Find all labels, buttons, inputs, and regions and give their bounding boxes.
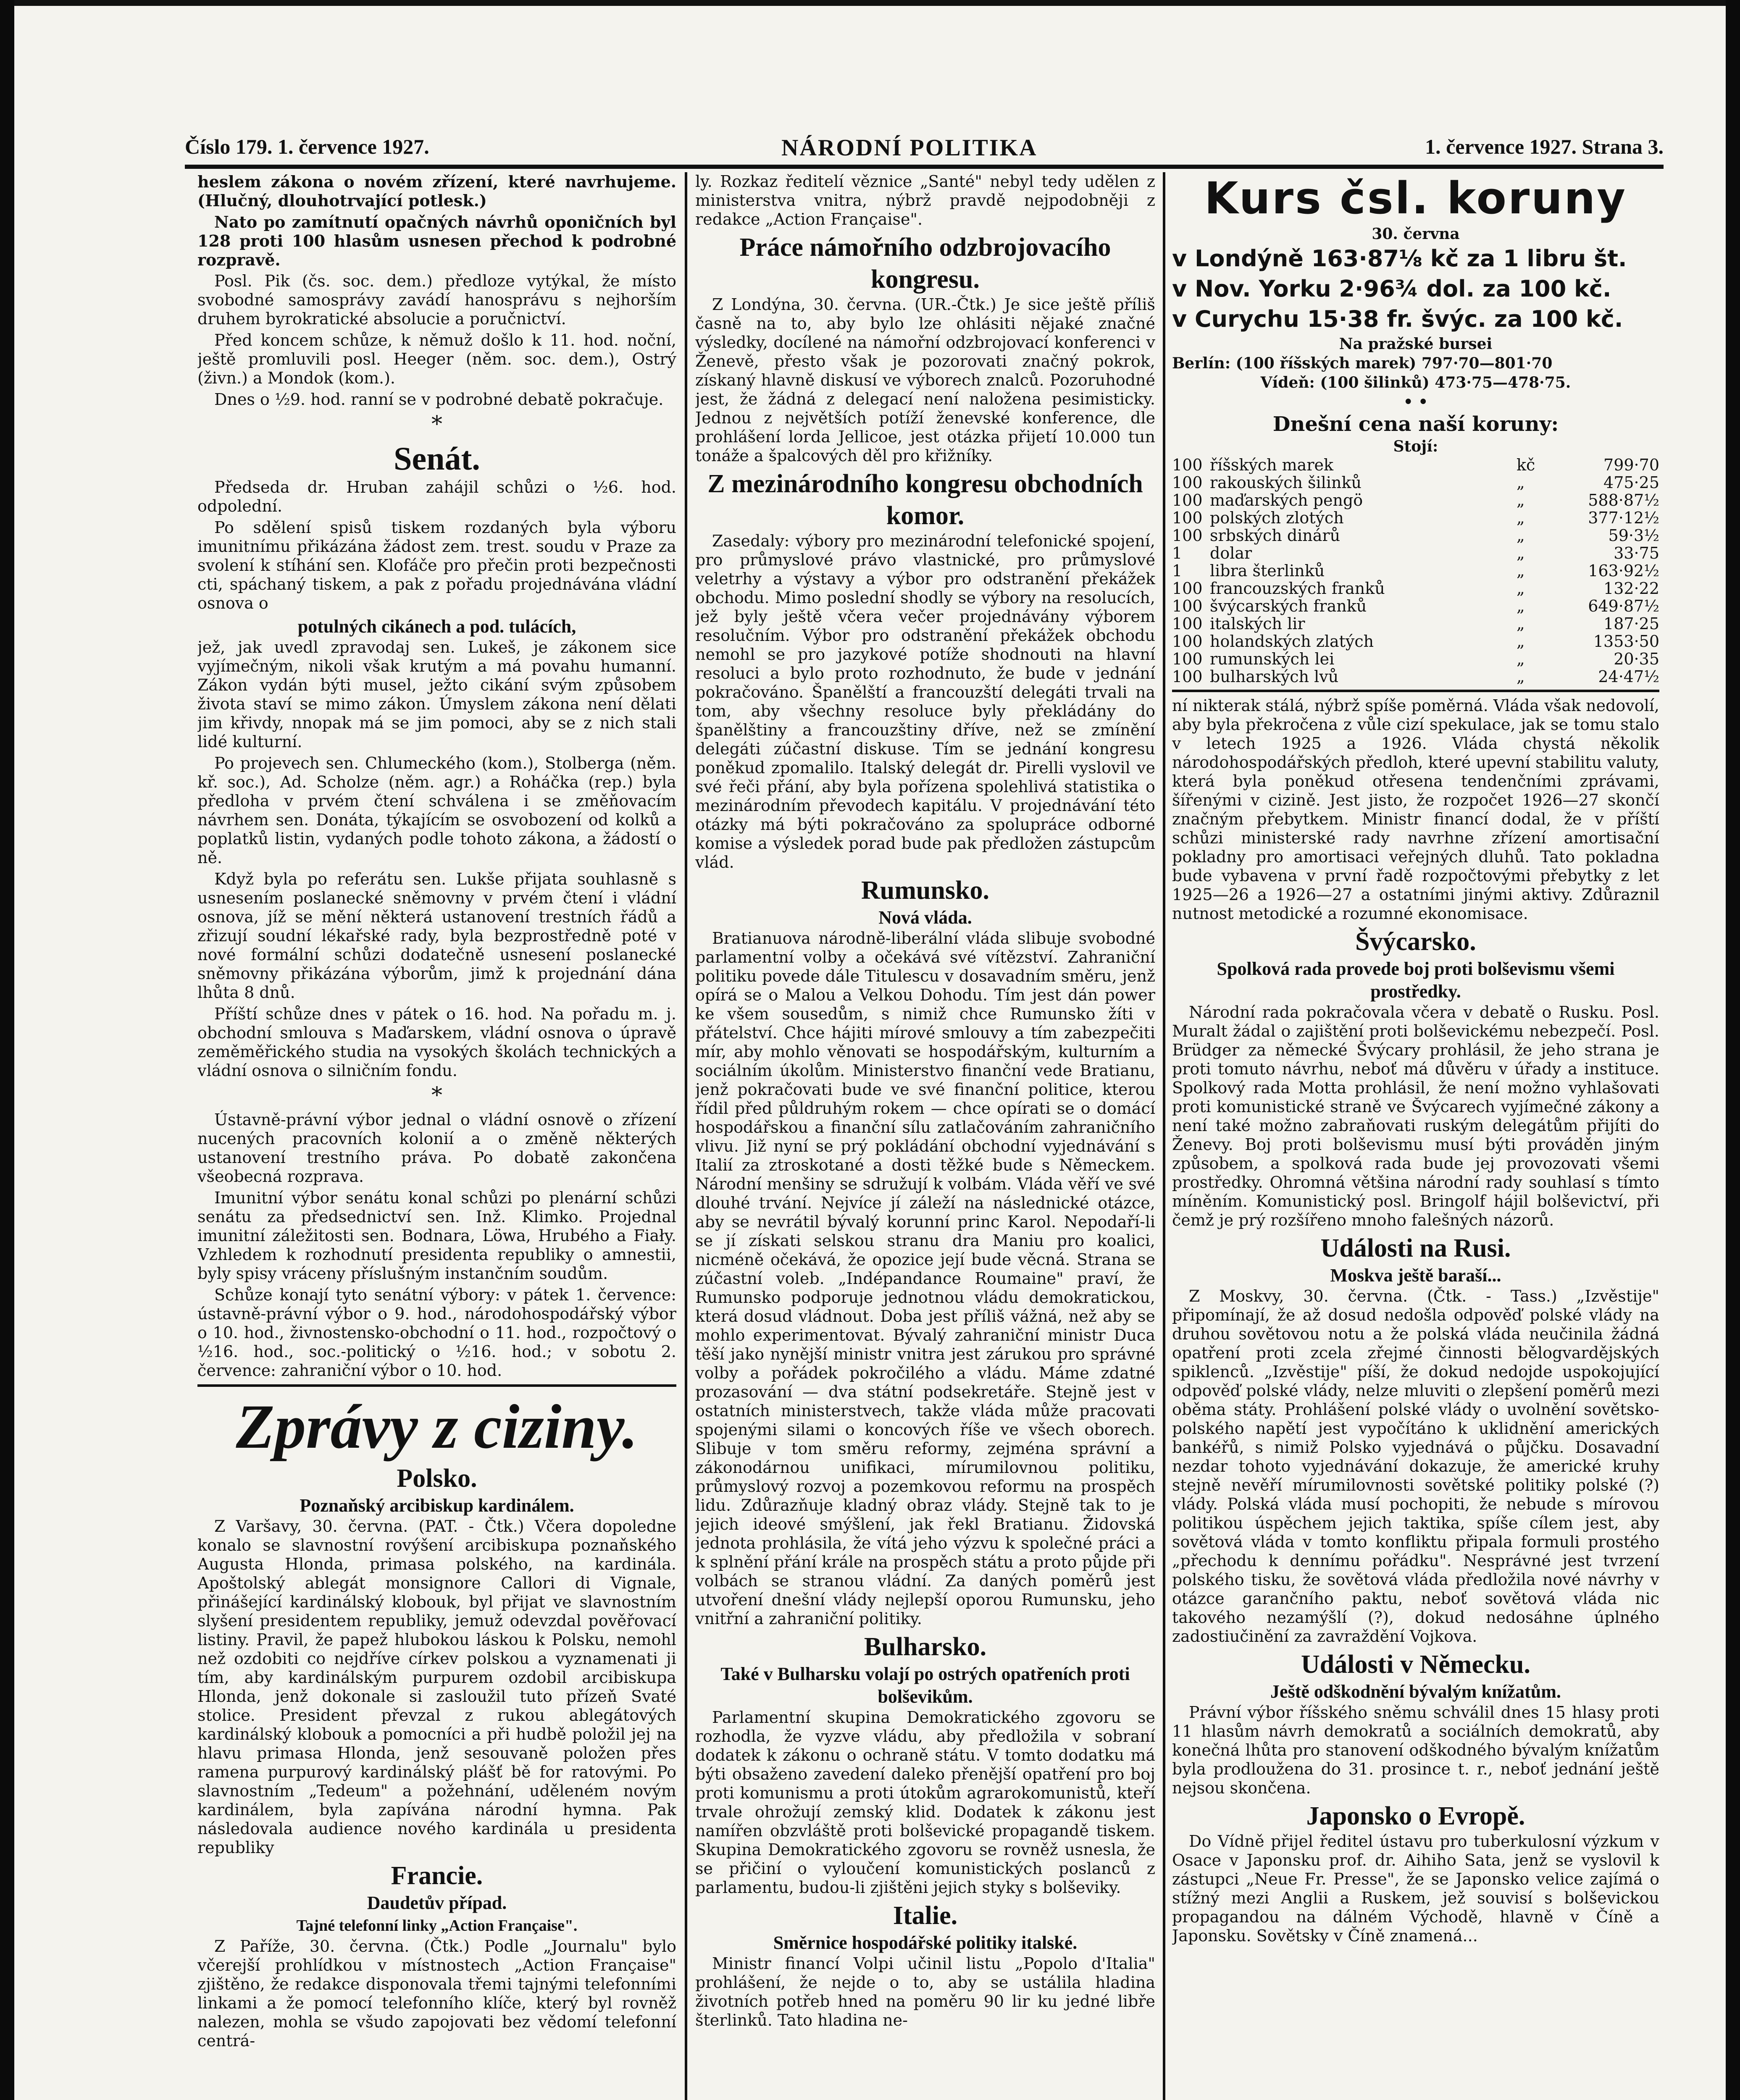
rate-london: v Londýně 163·87⅛ kč za 1 libru št. [1172, 245, 1627, 272]
currency-rate-row [1172, 597, 1659, 615]
rate-cell-value: 33·75 [1614, 544, 1659, 562]
currency-rate-table [1172, 456, 1659, 685]
exchange-rate-title: Kurs čsl. koruny [1204, 173, 1627, 224]
paragraph: Z Varšavy, 30. června. (PAT. - Čtk.) Včera dopoledne konalo se slavnostní rovýšení arcibiskupa poznaňského Augusta Hlonda, primasa polského, na kardinála. Apoštolský ablegát monsignore Callori di Vignale, přinášející kardinálský klobouk, byl přijat ve slavnostním slyšení presidentem republiky, jemuž odevzdal pověřovací listiny. Pravil, že papež hlubokou láskou k Polsku, nemohl než ozdobiti co nejdříve církev polskou a vyznamenati ji tím, aby kardinálským purpurem ozdobil arcibiskupa Hlonda, jenž dokonale si zasloužil tuto přízeň Svaté stolice. President převzal z rukou ablegátových kardinálský klobouk a pomocníci a při hudbě položil jej na hlavu primasa Hlonda, jenž sesouvaně položen přes ramena purpurový kardinálský plášť bě for ratovými. Po slavnostním „Tedeum" a požehnání, uděleném novým kardinálem, byla zapívána národní hymna. Pak následovala audience nového kardinála u presidenta republiky [197, 1517, 676, 1857]
rate-cell-value: 588·87½ [1588, 491, 1659, 509]
rate-cell-q: 100 [1172, 667, 1203, 686]
subheading: Nová vláda. [878, 907, 972, 928]
rate-cell-unit: „ [1517, 491, 1525, 509]
rate-cell-unit: „ [1517, 579, 1525, 598]
column-rule-1 [685, 172, 687, 2100]
rate-cell-name: srbských dinárů [1210, 526, 1340, 545]
heading-polsko: Polsko. [397, 1464, 477, 1493]
article-heading: Z mezinárodního kongresu obchodních komor. [707, 470, 1143, 530]
rate-cell-q: 100 [1172, 509, 1203, 527]
paragraph: Dnes o ½9. hod. ranní se v podrobné debatě pokračuje. [214, 390, 664, 409]
rate-cell-q: 100 [1172, 473, 1203, 492]
paragraph: Parlamentní skupina Demokratického zgovoru se rozhodla, že vyzve vládu, aby předložila v sobraní dodatek k zákonu o ochraně státu. V tomto dodatku má býti obsaženo zavedení daleko přenější opatření pro boj proti komunismu a proti útokům agrarokomunistů, kteří trvale ohrožují zemský klid. Dodatek k zákonu jest namířen obzvláště proti bolševické propagandě tiskem. Skupina Demokratického zgovoru se rovněž usnesla, že se přičiní o vyloučení komunistických poslanců z parlamentu, budou-li zjištěni jejich styky s bolševiky. [695, 1708, 1155, 1897]
subheading: Směrnice hospodářské politiky italské. [773, 1932, 1078, 1953]
rate-cell-value: 475·25 [1603, 473, 1659, 492]
currency-rate-row [1172, 527, 1659, 544]
rate-cell-unit: „ [1517, 562, 1525, 580]
rate-vienna: Vídeň: (100 šilinků) 473·75—478·75. [1260, 374, 1571, 391]
column-right [1172, 172, 1659, 2100]
paragraph: Právní výbor říšského sněmu schválil dnes 15 hlasy proti 11 hlasům návrh demokratů a sociálních demokratů, aby konečná lhůta pro stanovení odškodného bývalým knížatům byla prodloužena do 31. prosince t. r., neboť jednání ještě nejsou skončena. [1172, 1703, 1659, 1797]
currency-rate-row [1172, 456, 1659, 474]
rate-cell-q: 100 [1172, 614, 1203, 633]
heading-udalosti-v-nemecku: Události v Německu. [1301, 1650, 1530, 1679]
rate-cell-name: italských lir [1210, 614, 1305, 633]
rate-cell-value: 132·22 [1603, 579, 1659, 598]
paragraph: Posl. Pik (čs. soc. dem.) předloze vytýkal, že místo svobodné samosprávy zavádí hanosprávu s nejhorším druhem byrokratické absolucie a poručnictví. [197, 272, 676, 328]
subheading: Moskva ještě baraší... [1330, 1265, 1501, 1286]
heading-udalosti-na-rusi: Události na Rusi. [1320, 1234, 1511, 1263]
rate-cell-unit: „ [1517, 597, 1525, 615]
paragraph: jež, jak uvedl zpravodaj sen. Lukeš, je zákonem sice vyjímečným, nikoli však krutým a má povahu humanní. Zákon vydán býti musel, ježto cikání svým způsobem života staví se mimo zákon. Úmyslem zákona není dělati jim křivdy, nnopak má se jim pomoci, aby se z nich stali lidé kulturní. [197, 638, 676, 751]
paragraph: Před koncem schůze, k němuž došlo k 11. hod. noční, ještě promluvili posl. Heeger (něm. soc. dem.), Ostrý (živn.) a Mondok (kom.). [197, 331, 676, 387]
rate-cell-name: holandských zlatých [1210, 632, 1374, 651]
rate-cell-unit: „ [1517, 614, 1525, 633]
paragraph: heslem zákona o novém zřízení, které navrhujeme. (Hlučný, dlouhotrvající potlesk.) [197, 172, 676, 210]
separator-dots: • • [1403, 393, 1428, 411]
rate-cell-name: bulharských lvů [1210, 667, 1339, 686]
exchange-rate-date: 30. června [1372, 225, 1460, 243]
currency-rate-row [1172, 633, 1659, 650]
rate-cell-name: rakouských šilinků [1210, 473, 1362, 492]
currency-rate-row [1172, 491, 1659, 509]
rate-cell-value: 20·35 [1614, 650, 1659, 668]
section-rule [197, 1384, 676, 1387]
column-left [197, 172, 676, 2100]
paragraph: Zasedaly: výbory pro mezinárodní telefonické spojení, pro průmyslové právo vlastnické, pro průmyslové veletrhy a výstavy a výbor pro odstranění překážek obchodu. Mimo poslední shodly se výbory na resolucích, jež byly ještě včera večer projednávány výborem resolučním. Výbor pro odstranění překážek obchodu nemohl se pro jazykové potíže shodnouti na hlavní resoluci a bylo proto rozhodnuto, že bude v jednání pokračováno. Španělští a francouzští delegáti trvali na tom, aby všechny resoluce byly překládány do španělštiny a francouzštiny dříve, než se zmínění delegáti zúčastní diskuse. Tím se jednání kongresu poněkud zpomalilo. Italský delegát dr. Pirelli vyslovil ve své řeči přání, aby byla pořízena spolehlivá statistika o mezinárodním převodech kapitálu. V projednávání této otázky má býti pokračováno za spolupráce odborné komise a výsledek porad bude pak předložen zástupcům vlád. [695, 532, 1155, 872]
subheading: Spolková rada provede boj proti bolševismu všemi prostředky. [1217, 958, 1615, 1002]
rate-cell-name: dolar [1210, 544, 1252, 562]
paragraph: Z Londýna, 30. června. (UR.-Čtk.) Je sice ještě příliš časně na to, aby bylo lze ohlásiti nějaké značné výsledky, docílené na námořní odzbrojovací konferenci v Ženevě, přesto však je pozorovati značný pokrok, získaný hlavně diskusí ve výborech znalců. Pozoruhodné jest, že žádná z delegací není naložena pesimisticky. Jednou z největších potíží ženevské konference, dle prohlášení lorda Jellicoe, jest otázka přijetí 10.000 tun tonáže a špalcových děl pro křižníky. [695, 295, 1155, 465]
section-separator: * [431, 412, 442, 437]
rate-berlin: Berlín: (100 říšských marek) 797·70—801·70 [1172, 354, 1553, 372]
subheading: potulných cikánech a pod. tulácích, [297, 616, 576, 637]
today-price-heading: Dnešní cena naší koruny: [1272, 412, 1559, 436]
column-middle [695, 172, 1155, 2100]
paragraph: Když byla po referátu sen. Lukše přijata souhlasně s usnesením poslanecké sněmovny v prvém čtení i vládní osnova, jíž se mění některá ustanovení trestních řádů a zřizují soudní lékařské rady, byla bezprostředně poté v nové formální schůzi dodatečně usnesení poslanecké sněmovny přikázána výborům, jimž k projednání dána lhůta 8 dnů. [197, 870, 676, 1002]
paragraph: Ústavně-právní výbor jednal o vládní osnově o zřízení nucených pracovních kolonií a o změně některých ustanovení trestního práva. Po dobatě zakončena všeobecná rozprava. [197, 1110, 676, 1186]
rate-zurich: v Curychu 15·38 fr. švýc. za 100 kč. [1172, 306, 1623, 332]
heading-francie: Francie. [391, 1861, 483, 1890]
subheading: Také v Bulharsku volají po ostrých opatřeních proti bolševikům. [720, 1664, 1130, 1707]
subheading: Ještě odškodnění bývalým knížatům. [1270, 1681, 1561, 1702]
paragraph: Z Moskvy, 30. června. (Čtk. - Tass.) „Izvěstije" připomínají, že až dosud nedošla odpověď polské vlády na druhou sovětovou notu a že polská vláda neučinila žádná opatření proti zcela zřejmé činnosti bělogvardějských spiklenců. „Izvěstije" píší, že dokud nedojde uspokojující odpověď polské vlády, nelze mluviti o zlepšení poměrů mezi oběma státy. Prohlášení polské vlády o uvolnění sovětsko-polského napětí jest vypočítáno k uklidnění amerických bankéřů, s nimiž Polsko vyjednává o půjčku. Dosavadní nezdar tohoto vyjednávání dokazuje, že americké kruhy stejně nevěří mírumilovnosti sovětské politiky polské (?) vlády. Polská vláda musí pochopiti, že nebude s mírovou politikou úspěchem jejich taktika, spíše cílem jest, aby sovětová vláda v tomto konfliktu připala formuli prostého „přechodu k dennímu pořádku". Nesprávné jest tvrzení polského tisku, že sovětová vláda předložila nové návrhy v otázce garančního paktu, neboť sovětová vláda nic takového nezamýšlí (?), dokud nedosáhne úplného zadostiučinění za zavraždění Vojkova. [1172, 1287, 1659, 1646]
rate-cell-q: 100 [1172, 456, 1203, 474]
rate-cell-value: 187·25 [1603, 614, 1659, 633]
date-page-number: 1. července 1927. Strana 3. [1425, 135, 1664, 158]
rate-cell-value: 24·47½ [1598, 667, 1659, 686]
rate-cell-unit: „ [1517, 509, 1525, 527]
right-scan-border [1726, 0, 1740, 2100]
rate-cell-value: 1353·50 [1593, 632, 1659, 651]
currency-rate-row [1172, 615, 1659, 633]
rate-cell-value: 377·12½ [1588, 509, 1659, 527]
article-heading: Práce námořního odzbrojovacího kongresu. [739, 233, 1111, 294]
subheading: Daudetův případ. [367, 1893, 507, 1913]
currency-rate-row [1172, 668, 1659, 685]
issue-number-date: Číslo 179. 1. července 1927. [185, 135, 429, 158]
rate-new-york: v Nov. Yorku 2·96¾ dol. za 100 kč. [1172, 276, 1611, 302]
rate-cell-unit: „ [1517, 544, 1525, 562]
rate-cell-value: 163·92½ [1588, 562, 1659, 580]
paragraph: Z Paříže, 30. června. (Čtk.) Podle „Journalu" bylo včerejší prohlídkou v místnostech „Action Française" zjištěno, že redakce disponovala třemi tajnými telefonními linkami a že pomocí telefonního klíče, který byl rovněž nalezen, mohla se všudo zapojovati bez vědomí telefonní centrá- [197, 1937, 676, 2050]
paragraph: Imunitní výbor senátu konal schůzi po plenární schůzi senátu za předsednictví sen. Inž. Klimko. Projednal imunitní záležitosti sen. Bodnara, Löwa, Hrubého a Fiały. Vzhledem k rozhodnutí presidenta republiky o amnestii, byly spisy vráceny příslušným instančním soudům. [197, 1189, 676, 1283]
paragraph: ní nikterak stálá, nýbrž spíše poměrná. Vláda však nedovolí, aby byla překročena z vůle cizí spekulace, jak se tomu stalo v letech 1925 a 1926. Vláda chystá několik národohospodářských předloh, které upevní stabilitu valuty, která byla poněkud otřesena tendenčními zprávami, šířenými v cizině. Jest jisto, že rozpočet 1926—27 skončí značným přebytkem. Ministr financí dodal, že v příští schůzi ministerské rady navrhne zřízení amortisační pokladny pro amortisaci veřejných dluhů. Tato pokladna bude vybavena v první řadě rozpočtovými přebytky z let 1925—26 a 1926—27 a ostatními jinými aktivy. Zdůraznil nutnost metodické a rozumné ekonomisace. [1172, 696, 1659, 923]
currency-rate-row [1172, 544, 1659, 562]
currency-rate-row [1172, 474, 1659, 491]
currency-rate-row [1172, 650, 1659, 668]
rate-cell-unit: „ [1517, 526, 1525, 545]
rate-cell-name: rumunských lei [1210, 650, 1335, 668]
newspaper-title: NÁRODNÍ POLITIKA [781, 135, 1038, 161]
rate-cell-q: 100 [1172, 632, 1203, 651]
stoji-label: Stojí: [1393, 438, 1438, 455]
top-scan-border [0, 0, 1740, 6]
rate-cell-unit: „ [1517, 650, 1525, 668]
rate-cell-q: 100 [1172, 597, 1203, 615]
rate-cell-q: 1 [1172, 562, 1183, 580]
rate-cell-name: maďarských pengö [1210, 491, 1363, 509]
heading-bulharsko: Bulharsko. [864, 1633, 987, 1661]
masthead-rule [185, 165, 1664, 169]
paragraph: Po projevech sen. Chlumeckého (kom.), Stolberga (něm. kř. soc.), Ad. Scholze (něm. agr.) a Roháčka (rep.) byla předloha v prvém čtení schválena i se změňovacím návrhem sen. Donáta, týkajícím se osvobození od kolků a poplatků listin, vydaných podle tohoto zákona, a žádostí o ně. [197, 754, 676, 867]
rate-cell-value: 799·70 [1603, 456, 1659, 474]
rate-cell-value: 59·3½ [1608, 526, 1659, 545]
heading-rumunsko: Rumunsko. [861, 876, 989, 905]
section-heading-zpravy-z-ciziny: Zprávy z ciziny. [236, 1392, 638, 1462]
currency-rate-row [1172, 562, 1659, 580]
rate-cell-unit: „ [1517, 632, 1525, 651]
paragraph: Po sdělení spisů tiskem rozdaných byla výboru imunitnímu přikázána žádost zem. trest. soudu v Praze za svolení k stíhání sen. Klofáče pro přečin proti bezpečnosti cti, spáchaný tiskem, a pak z pořadu projednávána vládní osnova o [197, 518, 676, 612]
rate-cell-q: 100 [1172, 650, 1203, 668]
subheading: Tajné telefonní linky „Action Française". [296, 1917, 578, 1935]
rate-cell-name: švýcarských franků [1210, 597, 1367, 615]
prague-bourse-label: Na pražské bursei [1339, 335, 1493, 353]
rate-cell-q: 100 [1172, 526, 1203, 545]
paragraph: Národní rada pokračovala včera v debatě o Rusku. Posl. Muralt žádal o zajištění proti bolševickému nebezpečí. Posl. Brüdger za německé Švýcary prohlásil, že jeho strana je proti tomuto návrhu, neboť má důvěru v úřady a instituce. Spolkový rada Motta prohlásil, že není možno vyhlašovati proti komunistické straně ve Švýcarech vyjímečné zákony a není také možno zabraňovati ruským delegátům přijíti do Ženevy. Boj proti bolševismu musí býti prováděn jiným způsobem, a spolková rada bude jej provozovati všemi prostředky. Ohromná většina národní rady souhlasí s tímto míněním. Komunistický posl. Bringolf hájil bolševictví, při čemž je prý rozšířeno mnoho falešných názorů. [1172, 1003, 1659, 1229]
currency-rate-row [1172, 509, 1659, 527]
rate-cell-q: 100 [1172, 579, 1203, 598]
paragraph: Schůze konají tyto senátní výbory: v pátek 1. července: ústavně-právní výbor o 9. hod., národohospodářský výbor o 10. hod., živnostensko-obchodní o 11. hod., rozpočtový o ½16. hod., soc.-politický o ½16. hod.; v sobotu 2. července: zahraniční výbor o 10. hod. [197, 1286, 676, 1380]
section-separator: * [431, 1083, 442, 1108]
rate-cell-name: libra šterlinků [1210, 562, 1325, 580]
section-heading-senat: Senát. [394, 440, 480, 477]
rate-cell-value: 649·87½ [1588, 597, 1659, 615]
paragraph: ly. Rozkaz ředitelí věznice „Santé" nebyl tedy udělen z ministerstva vnitra, nýbrž pravdě nejpodobněji z redakce „Action Française". [695, 172, 1155, 228]
heading-japonsko: Japonsko o Evropě. [1306, 1802, 1525, 1830]
heading-svycarsko: Švýcarsko. [1355, 927, 1476, 956]
paragraph: Předseda dr. Hruban zahájil schůzi o ½6. hod. odpolední. [197, 478, 676, 515]
left-scan-border [0, 0, 14, 2100]
rate-cell-name: francouzských franků [1210, 579, 1385, 598]
rate-cell-unit: „ [1517, 473, 1525, 492]
rate-cell-q: 100 [1172, 491, 1203, 509]
paragraph: Do Vídně přijel ředitel ústavu pro tuberkulosní výzkum v Osace v Japonsku prof. dr. Aihiho Sata, jenž se vyslovil k zástupci „Neue Fr. Presse", že se Japonsko velice zajímá o stížný mezi Anglii a Ruskem, jež souvisí s bolševickou propagandou na dálném Východě, hlavně v Číně a Japonsku. Sovětsky v Číně znamená... [1172, 1832, 1659, 1945]
paragraph: Bratianuova národně-liberální vláda slibuje svobodné parlamentní volby a očekává své vítězství. Zahraniční politiku povede dále Titulescu v dosavadním směru, jenž opírá se o Malou a Velkou Dohodu. Tím jest dán power ke všem sousedům, s nimiž chce Rumunsko žíti v přátelství. Chce hájiti mírové smlouvy a tím zabezpečiti mír, aby mohlo věnovati se hospodářským, kulturním a sociálním úkolům. Ministerstvo finanční vede Bratianu, jenž pokračovati bude ve své finanční politice, kterou řídil před půldruhým rokem — chce opírati se o domácí hospodářskou a finanční sílu zatlačováním zahraničního vlivu. Již nyní se prý pokládání obchodní vyjednávání s Italií za ztroskotané a dosti těžké bude s Německem. Národní menšiny se sdružují k volbám. Vláda věří ve své dlouhé trvání. Nejvíce jí záleží na následnické otázce, aby se nevrátil bývalý korunní princ Karol. Nepodaří-li se jí získati selskou stranu dra Maniu pro koalici, nicméně očekává, že opozice její bude věcná. Strana se zúčastní voleb. „Indépandance Roumaine" praví, že Rumunsko podporuje jednotnou vládu demokratickou, která dosud vládnout. Doba jest příliš vážná, než aby se mohlo experimentovat. Bývalý zahraniční ministr Duca těší jako nynější ministr vnitra jest zárukou pro správné volby a pořádek pokročilého a vládu. Máme zdatné prozasování — dva státní podsekretáře. Stejně jest v ostatních ministerstvech, takže vláda může pracovati spojenými silami o koncových říše ve všech oborech. Slibuje v tom směru reformy, zejména správní a zákonodárnou unifikaci, mírumilovnou politiku, průmyslový rozvoj a pozemkovou reformu na prospěch lidu. Zdůrazňuje kladný obraz vlády. Stejně tak to je jejich ideové smýšlení, jak řekl Bratianu. Židovská jednota prohlásila, že vítá jeho výzvu k společné práci a k splnění přání krále na prospěch státu a proto půjde při volbách se stranou vládní. Za daných poměrů jest utvoření dnešní vlády nejlepší oporou Rumunsku, jeho vnitřní a zahraniční politiky. [695, 929, 1155, 1628]
box-bottom-rule [1172, 690, 1659, 692]
rate-cell-q: 1 [1172, 544, 1183, 562]
subheading: Poznaňský arcibiskup kardinálem. [300, 1495, 574, 1516]
column-rule-2 [1163, 172, 1165, 2100]
rate-cell-name: říšských marek [1210, 456, 1334, 474]
heading-italie: Italie. [893, 1901, 958, 1930]
paragraph: Nato po zamítnutí opačných návrhů oponičních byl 128 proti 100 hlasům usnesen přechod k podrobné rozpravě. [197, 213, 676, 269]
exchange-rate-box [1172, 172, 1659, 692]
rate-cell-name: polských zlotých [1210, 509, 1344, 527]
rate-cell-unit: kč [1517, 456, 1535, 474]
currency-rate-row [1172, 580, 1659, 597]
paragraph: Ministr financí Volpi učinil listu „Popolo d'Italia" prohlášení, že nejde o to, aby se ustálila hladina životních potřeb hned na poměru 90 lir ku jedné libře šterlinků. Tato hladina ne- [695, 1954, 1155, 2029]
paragraph: Příští schůze dnes v pátek o 16. hod. Na pořadu m. j. obchodní smlouva s Maďarskem, vládní osnova o úpravě zeměměřického studia na vysokých školách technických a vládní osnova o silničním fondu. [197, 1005, 676, 1080]
rate-cell-unit: „ [1517, 667, 1525, 686]
